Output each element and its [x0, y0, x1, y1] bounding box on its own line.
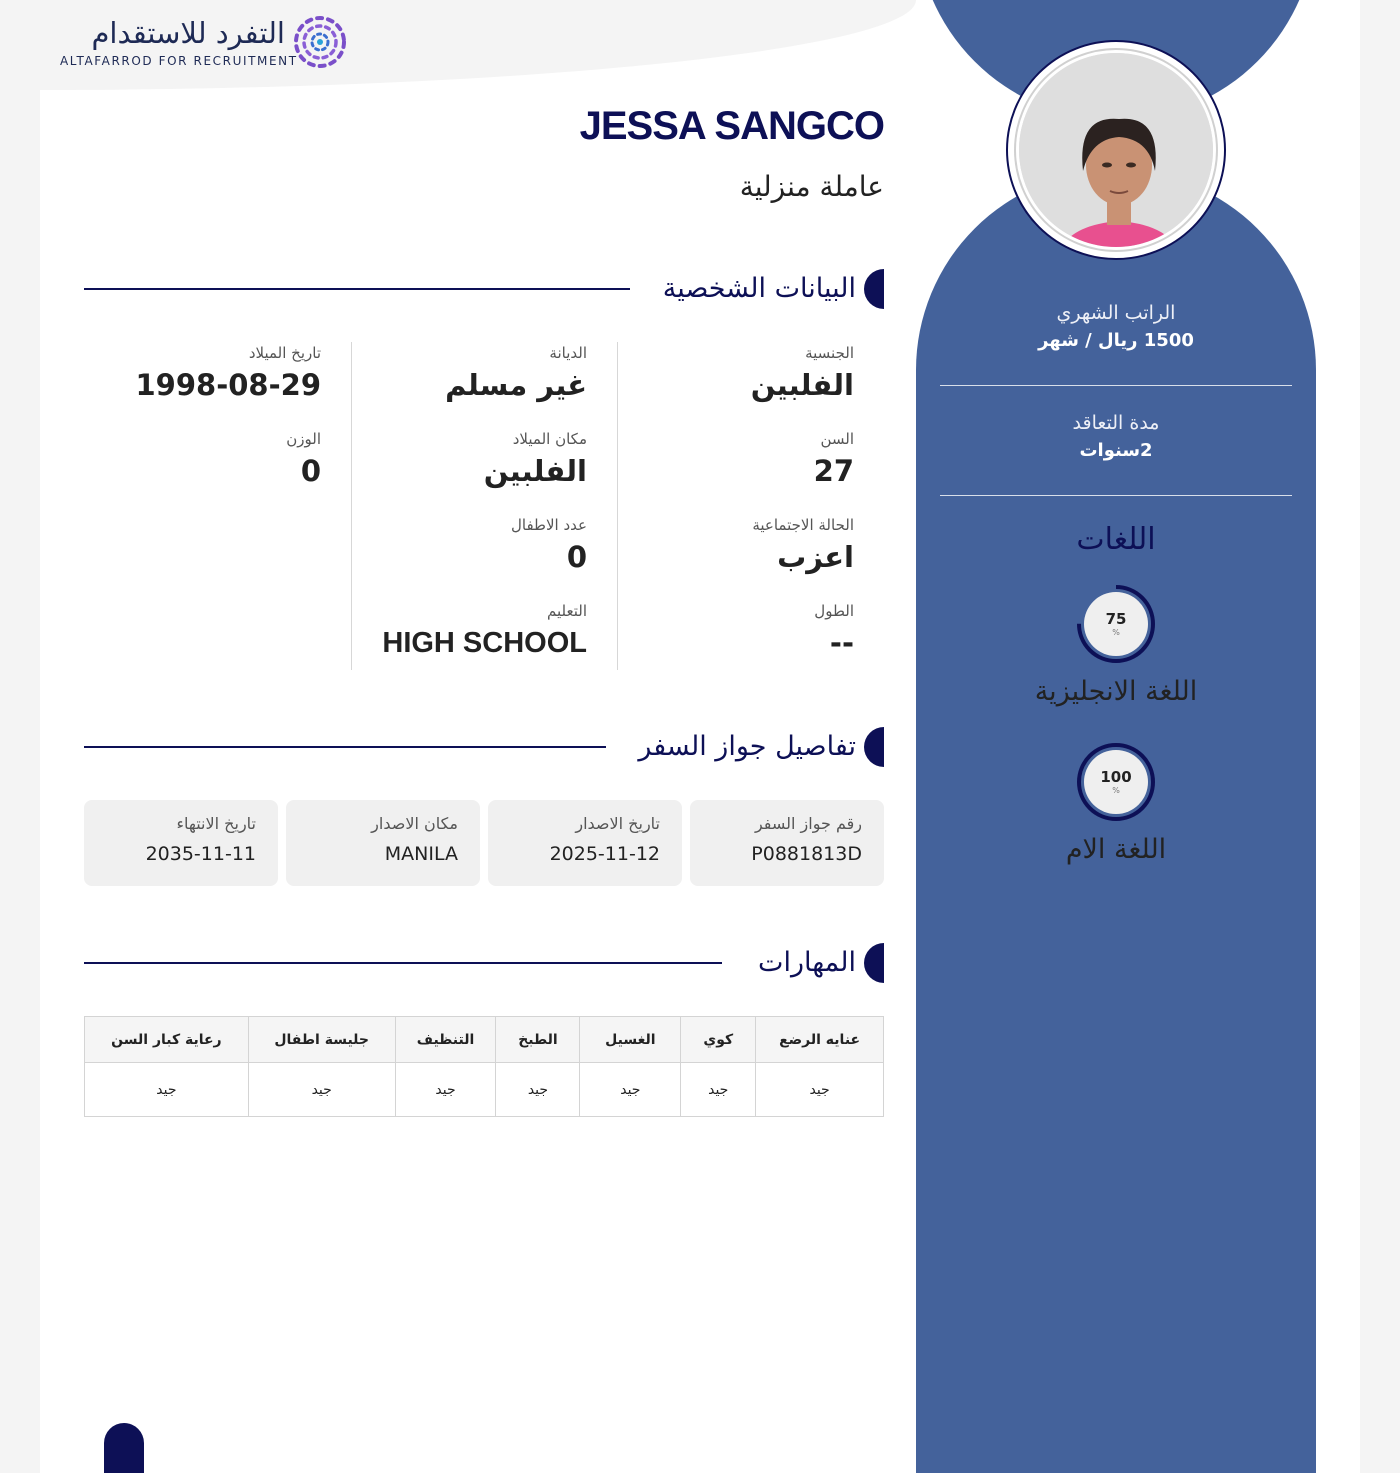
info-item-children [352, 514, 587, 600]
salary-block [940, 302, 1292, 351]
passport-card-number [690, 800, 884, 886]
info-value: 1998-08-29 [135, 368, 321, 402]
info-label: الديانة [549, 344, 587, 362]
language-percent-unit: % [1112, 628, 1120, 637]
avatar-photo-icon [1019, 53, 1216, 250]
language-name: اللغة الام [1065, 834, 1167, 865]
passport-value: 2035-11-11 [145, 843, 256, 865]
passport-value: MANILA [384, 843, 458, 865]
section-rule [84, 746, 606, 748]
info-value: الفلبين [483, 454, 587, 488]
section-rule [84, 288, 630, 290]
passport-label: رقم جواز السفر [754, 814, 862, 833]
info-label: الجنسية [805, 344, 854, 362]
contract-value: 2سنوات [1079, 440, 1153, 461]
sidebar-divider [940, 495, 1292, 496]
sidebar [916, 0, 1316, 1473]
info-label: مكان الميلاد [512, 430, 587, 448]
language-percent-unit: % [1112, 786, 1120, 795]
passport-card-issue-place [286, 800, 480, 886]
info-value: 0 [566, 540, 587, 574]
language-progress-ring [1076, 584, 1156, 664]
cv-page [40, 0, 1360, 1473]
passport-label: تاريخ الانتهاء [176, 814, 256, 833]
skill-value: جيد [756, 1063, 884, 1117]
info-label: الطول [814, 602, 854, 620]
info-item-marital-status [618, 514, 854, 600]
passport-label: مكان الاصدار [371, 814, 458, 833]
salary-label: الراتب الشهري [1056, 302, 1176, 324]
skills-table [84, 1016, 884, 1117]
info-label: السن [820, 430, 854, 448]
sidebar-divider [940, 385, 1292, 386]
info-value: اعزب [777, 540, 854, 574]
skill-value: جيد [248, 1063, 395, 1117]
section-rule [84, 962, 722, 964]
info-item-nationality [618, 342, 854, 428]
info-value: -- [829, 626, 854, 660]
section-marker [864, 943, 884, 983]
passport-cards [84, 800, 884, 886]
info-label: الوزن [286, 430, 321, 448]
passport-card-issue-date [488, 800, 682, 886]
skill-header: التنظيف [395, 1017, 496, 1063]
personal-info-grid [84, 342, 884, 670]
info-label: التعليم [547, 602, 587, 620]
job-title: عاملة منزلية [739, 170, 884, 203]
info-column [618, 342, 884, 670]
logo-mark-icon [292, 14, 348, 70]
info-item-religion [352, 342, 587, 428]
skill-value: جيد [681, 1063, 756, 1117]
skill-value: جيد [395, 1063, 496, 1117]
section-marker [864, 269, 884, 309]
candidate-name: JESSA SANGCO [579, 104, 884, 148]
languages-title: اللغات [1076, 522, 1156, 557]
language-percent-value: 100 [1100, 768, 1132, 786]
section-title: المهارات [758, 947, 856, 978]
info-item-height [618, 600, 854, 686]
info-label: الحالة الاجتماعية [752, 516, 854, 534]
skill-header: عنايه الرضع [756, 1017, 884, 1063]
contract-block [940, 412, 1292, 461]
skill-value: جيد [85, 1063, 249, 1117]
info-value: الفلبين [750, 368, 854, 402]
info-label: عدد الاطفال [511, 516, 587, 534]
passport-value: 2025-11-12 [549, 843, 660, 865]
skill-header: الطبخ [496, 1017, 580, 1063]
info-value: 0 [300, 454, 321, 488]
info-item-weight [84, 428, 321, 514]
logo-english-name: ALTAFARROD FOR RECRUITMENT [60, 54, 298, 68]
language-percent [1084, 750, 1148, 814]
info-item-birthdate [84, 342, 321, 428]
language-progress-ring [1076, 742, 1156, 822]
passport-value: P0881813D [751, 843, 862, 865]
contract-label: مدة التعاقد [1072, 412, 1160, 434]
language-percent-value: 75 [1105, 610, 1127, 628]
info-label: تاريخ الميلاد [248, 344, 321, 362]
skill-header: كوي [681, 1017, 756, 1063]
passport-card-expiry [84, 800, 278, 886]
info-value: غير مسلم [445, 368, 587, 402]
info-item-age [618, 428, 854, 514]
skill-header: جليسة اطفال [248, 1017, 395, 1063]
avatar-frame [1006, 40, 1226, 260]
page-bottom-tab [104, 1423, 144, 1473]
section-title: تفاصيل جواز السفر [638, 731, 856, 762]
avatar [1016, 50, 1216, 250]
info-value: 27 [813, 454, 854, 488]
salary-value: 1500 ريال / شهر [1038, 330, 1194, 351]
company-logo [60, 14, 360, 74]
skill-value: جيد [580, 1063, 681, 1117]
section-passport-heading [84, 727, 884, 767]
skill-header: رعاية كبار السن [85, 1017, 249, 1063]
info-item-education [352, 600, 587, 686]
info-item-birthplace [352, 428, 587, 514]
info-column [84, 342, 352, 670]
info-column [352, 342, 618, 670]
section-skills-heading [84, 943, 884, 983]
section-marker [864, 727, 884, 767]
logo-arabic-name: التفرد للاستقدام [91, 16, 285, 50]
language-percent [1084, 592, 1148, 656]
language-name: اللغة الانجليزية [1034, 676, 1198, 707]
section-title: البيانات الشخصية [662, 273, 856, 304]
skill-value: جيد [496, 1063, 580, 1117]
passport-label: تاريخ الاصدار [575, 814, 660, 833]
skills-value-row [85, 1063, 884, 1117]
skills-header-row [85, 1017, 884, 1063]
section-personal-heading [84, 269, 884, 309]
info-value: HIGH SCHOOL [382, 627, 587, 659]
skill-header: الغسيل [580, 1017, 681, 1063]
